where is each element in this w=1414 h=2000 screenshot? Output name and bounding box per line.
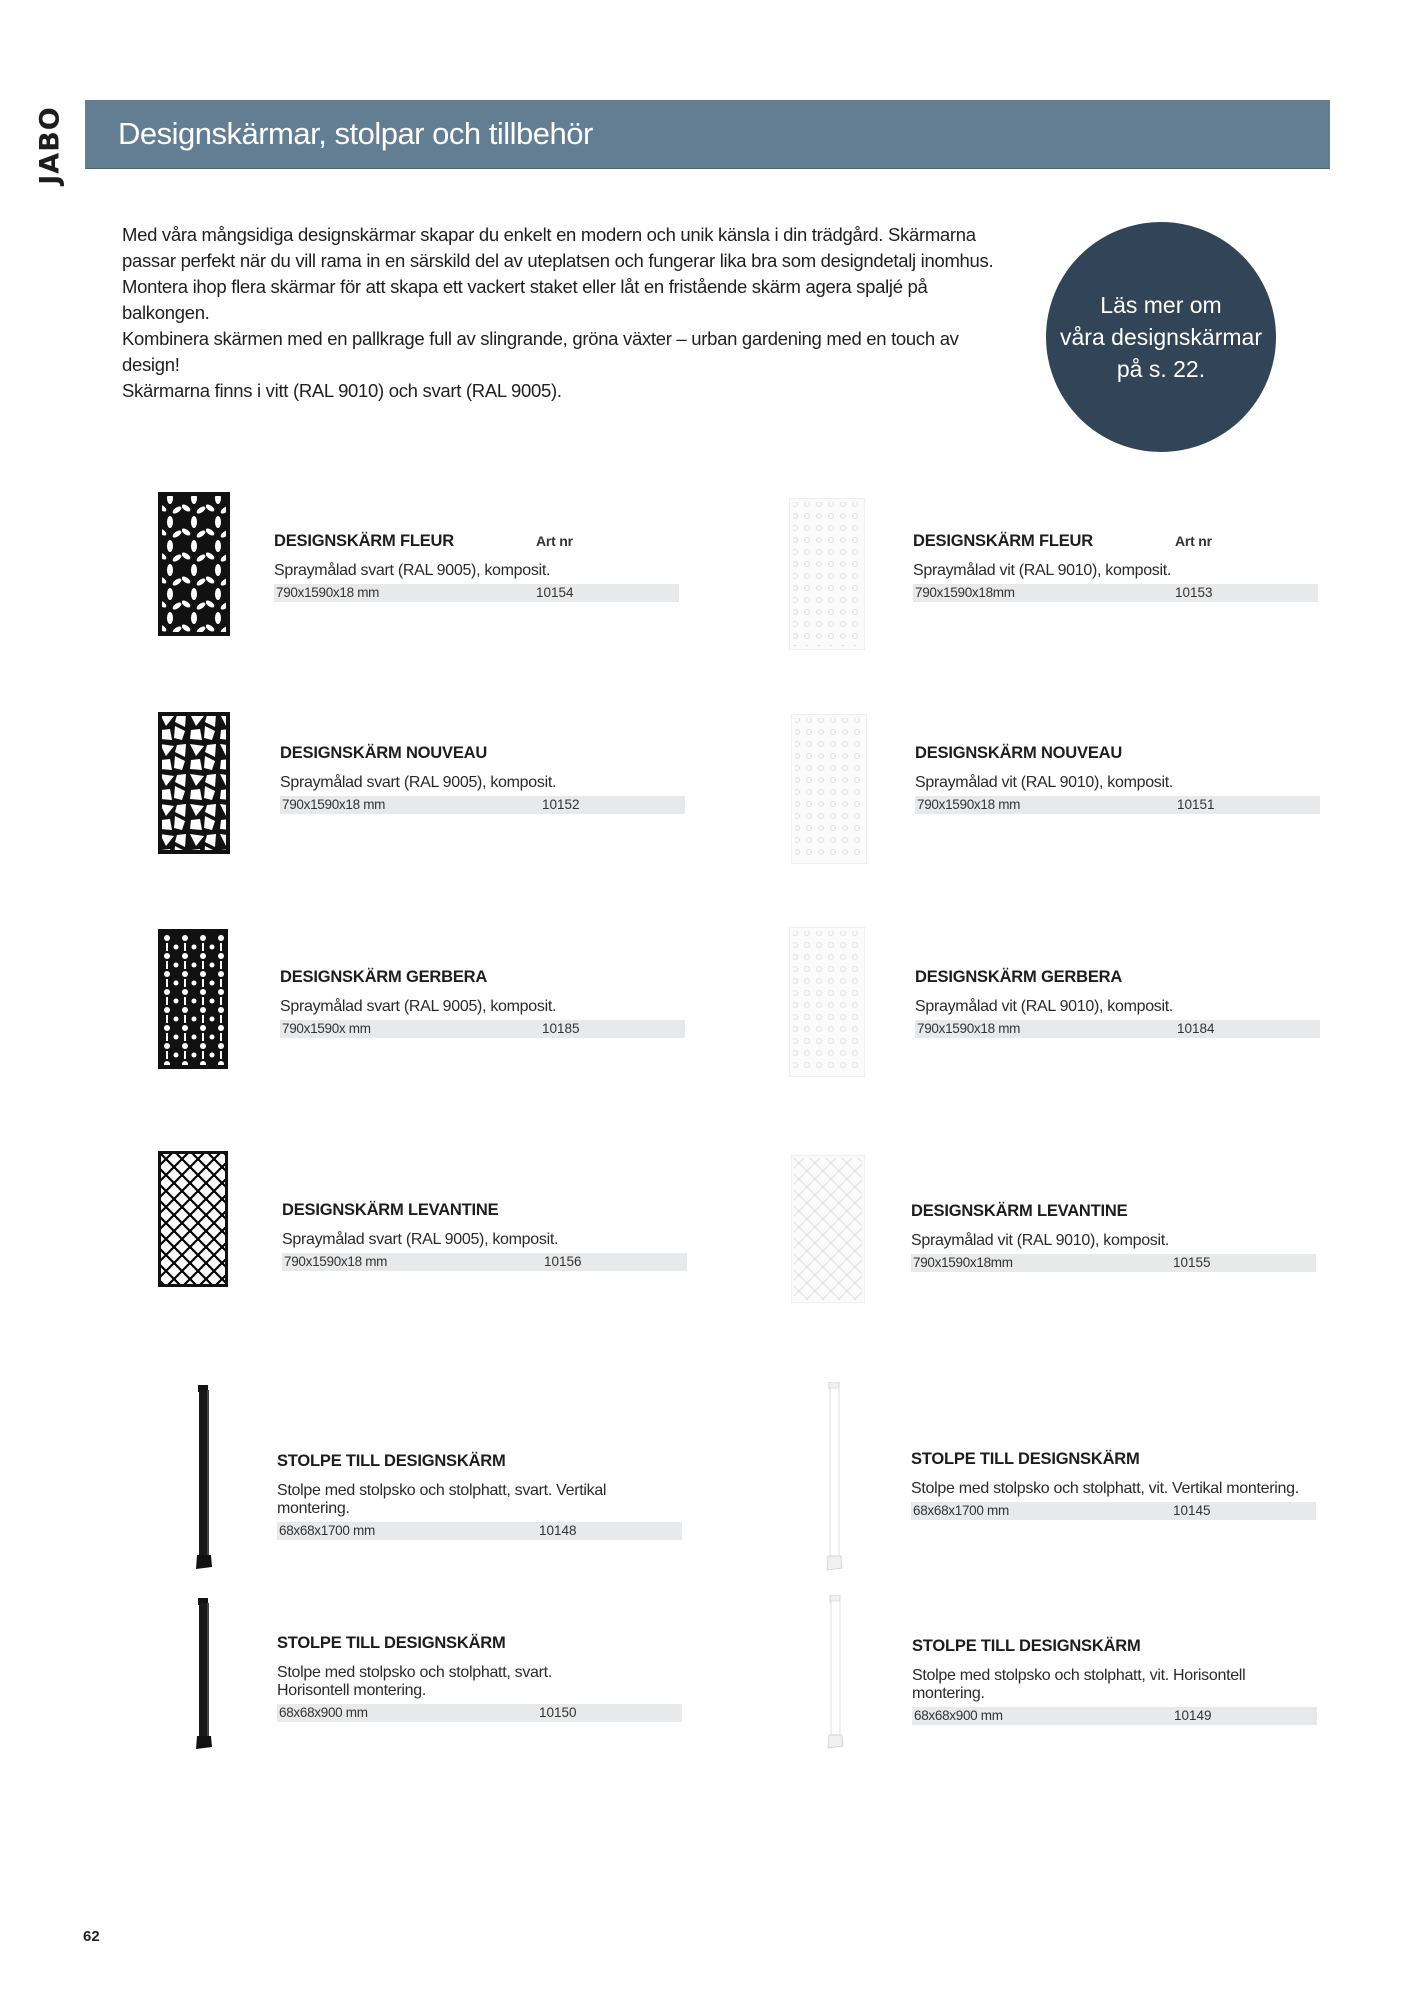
product-dimensions: 68x68x1700 mm <box>279 1523 375 1538</box>
product-dimensions: 790x1590x mm <box>282 1021 371 1036</box>
product-spec-row <box>277 1522 682 1540</box>
product-description: Stolpe med stolpsko och stolphatt, svart. Vertikal montering. <box>277 1482 607 1517</box>
product-fleur-white <box>785 490 1325 650</box>
product-spec-row <box>912 1707 1317 1725</box>
product-name: DESIGNSKÄRM LEVANTINE <box>911 1202 1128 1220</box>
product-name: DESIGNSKÄRM GERBERA <box>280 968 488 986</box>
product-description: Spraymålad vit (RAL 9010), komposit. <box>915 774 1174 791</box>
product-image-nouveau-white <box>791 714 867 864</box>
product-image-gerbera-black <box>158 929 228 1069</box>
product-art-number: 10149 <box>1174 1708 1212 1723</box>
product-image-levantine-black <box>158 1151 228 1287</box>
product-image-post-vertical-black <box>195 1385 215 1570</box>
intro-line: Med våra mångsidiga designskärmar skapar du enkelt en modern och unik känsla i din trädgård. Skärmarna <box>122 224 976 245</box>
product-spec-row <box>274 584 679 602</box>
product-art-number: 10184 <box>1177 1021 1215 1036</box>
product-description: Spraymålad svart (RAL 9005), komposit. <box>280 774 557 791</box>
product-image-post-horizontal-black <box>195 1598 215 1750</box>
product-art-number: 10153 <box>1175 585 1213 600</box>
product-name: STOLPE TILL DESIGNSKÄRM <box>911 1450 1140 1468</box>
product-name: DESIGNSKÄRM FLEUR <box>274 532 454 550</box>
product-name: STOLPE TILL DESIGNSKÄRM <box>277 1634 506 1652</box>
product-art-number: 10150 <box>539 1705 577 1720</box>
product-post-vertical-black <box>150 1385 690 1545</box>
product-image-post-horizontal-white <box>826 1595 846 1750</box>
product-description: Stolpe med stolpsko och stolphatt, vit. Horisontell montering. <box>912 1667 1246 1702</box>
product-post-horizontal-black <box>150 1598 690 1758</box>
product-post-horizontal-white <box>785 1595 1325 1755</box>
product-name: DESIGNSKÄRM GERBERA <box>915 968 1123 986</box>
header-banner <box>85 100 1330 169</box>
product-spec-row <box>913 584 1318 602</box>
product-description: Spraymålad vit (RAL 9010), komposit. <box>915 998 1174 1015</box>
product-fleur-black <box>150 490 690 650</box>
product-name: DESIGNSKÄRM NOUVEAU <box>915 744 1123 762</box>
product-description: Stolpe med stolpsko och stolphatt, vit. Vertikal montering. <box>911 1480 1299 1497</box>
intro-line: Montera ihop flera skärmar för att skapa ett vackert staket eller låt en fristående skärm agera spaljé på balkongen. <box>122 276 928 323</box>
product-spec-row <box>911 1254 1316 1272</box>
product-description: Spraymålad svart (RAL 9005), komposit. <box>280 998 557 1015</box>
page-title: Designskärmar, stolpar och tillbehör <box>118 116 593 151</box>
product-image-fleur-black <box>158 492 230 636</box>
product-nouveau-black <box>150 710 690 870</box>
product-spec-row <box>280 796 685 814</box>
product-art-number: 10156 <box>544 1254 582 1269</box>
product-name: DESIGNSKÄRM NOUVEAU <box>280 744 488 762</box>
product-spec-row <box>282 1253 687 1271</box>
product-art-number: 10152 <box>542 797 580 812</box>
product-levantine-white <box>785 1145 1325 1305</box>
product-spec-row <box>915 796 1320 814</box>
product-description: Spraymålad svart (RAL 9005), komposit. <box>282 1231 559 1248</box>
product-art-number: 10185 <box>542 1021 580 1036</box>
product-dimensions: 790x1590x18 mm <box>276 585 380 600</box>
product-dimensions: 68x68x900 mm <box>914 1708 1003 1723</box>
product-art-number: 10154 <box>536 585 574 600</box>
brand-logo: JABO <box>34 105 66 185</box>
product-spec-row <box>280 1020 685 1038</box>
product-name: STOLPE TILL DESIGNSKÄRM <box>912 1637 1141 1655</box>
product-description: Spraymålad vit (RAL 9010), komposit. <box>913 562 1172 579</box>
intro-line: Kombinera skärmen med en pallkrage full av slingrande, gröna växter – urban gardening med en touch av design! <box>122 328 959 375</box>
product-dimensions: 790x1590x18 mm <box>917 797 1021 812</box>
product-art-number: 10145 <box>1173 1503 1211 1518</box>
intro-line: Skärmarna finns i vitt (RAL 9010) och svart (RAL 9005). <box>122 380 562 401</box>
callout-text: Läs mer om våra designskärmar på s. 22. <box>1060 292 1262 382</box>
product-art-number: 10155 <box>1173 1255 1211 1270</box>
product-image-fleur-white <box>789 498 865 650</box>
product-dimensions: 68x68x1700 mm <box>913 1503 1009 1518</box>
product-dimensions: 790x1590x18mm <box>915 585 1015 600</box>
product-description: Stolpe med stolpsko och stolphatt, svart. Horisontell montering. <box>277 1664 552 1699</box>
intro-text <box>122 222 1002 404</box>
product-spec-row <box>911 1502 1316 1520</box>
product-image-post-vertical-white <box>825 1382 845 1572</box>
product-nouveau-white <box>785 710 1325 870</box>
product-dimensions: 68x68x900 mm <box>279 1705 368 1720</box>
product-name: STOLPE TILL DESIGNSKÄRM <box>277 1452 506 1470</box>
product-dimensions: 790x1590x18 mm <box>282 797 386 812</box>
product-levantine-black <box>150 1145 690 1305</box>
callout-circle[interactable] <box>1046 222 1276 452</box>
product-post-vertical-white <box>785 1382 1325 1542</box>
art-nr-label: Art nr <box>536 533 573 549</box>
art-nr-label: Art nr <box>1175 533 1212 549</box>
product-name: DESIGNSKÄRM FLEUR <box>913 532 1093 550</box>
product-gerbera-black <box>150 925 690 1085</box>
product-art-number: 10151 <box>1177 797 1215 812</box>
product-dimensions: 790x1590x18 mm <box>917 1021 1021 1036</box>
product-description: Spraymålad svart (RAL 9005), komposit. <box>274 562 551 579</box>
product-image-levantine-white <box>791 1155 865 1303</box>
product-art-number: 10148 <box>539 1523 577 1538</box>
product-spec-row <box>277 1704 682 1722</box>
product-image-gerbera-white <box>789 927 865 1077</box>
product-description: Spraymålad vit (RAL 9010), komposit. <box>911 1232 1170 1249</box>
product-dimensions: 790x1590x18 mm <box>284 1254 388 1269</box>
product-image-nouveau-black <box>158 712 230 854</box>
product-spec-row <box>915 1020 1320 1038</box>
product-dimensions: 790x1590x18mm <box>913 1255 1013 1270</box>
page-number: 62 <box>83 1928 100 1945</box>
product-gerbera-white <box>785 925 1325 1085</box>
product-name: DESIGNSKÄRM LEVANTINE <box>282 1201 499 1219</box>
intro-line: passar perfekt när du vill rama in en särskild del av uteplatsen och fungerar lika bra som designdetalj inomhus. <box>122 250 994 271</box>
